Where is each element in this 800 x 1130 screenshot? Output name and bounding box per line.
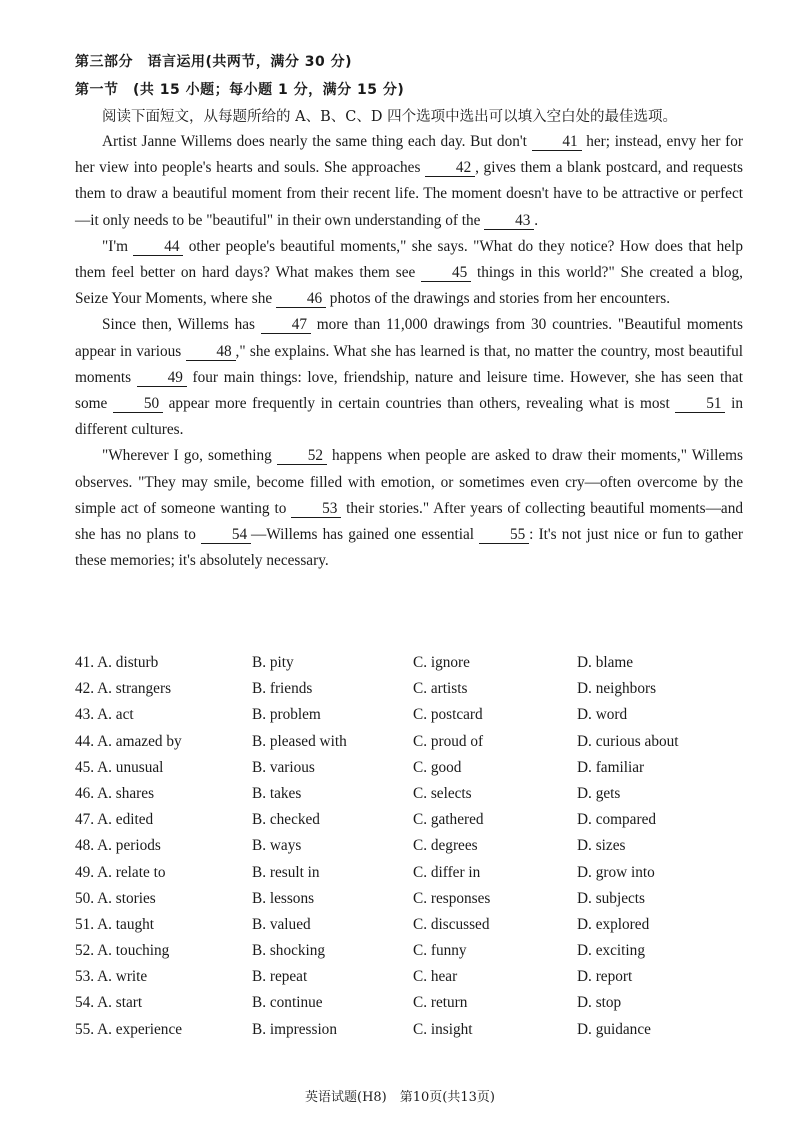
blank-55: 55	[479, 527, 529, 544]
passage-text: "I'm	[102, 237, 134, 255]
option-b: B. checked	[252, 811, 320, 829]
option-c: C. hear	[413, 968, 458, 986]
option-row	[75, 706, 755, 732]
option-b: B. valued	[252, 915, 311, 933]
option-b: B. problem	[252, 706, 321, 724]
blank-48: 48	[186, 344, 236, 361]
option-a: 51. A. taught	[75, 915, 155, 933]
blank-50: 50	[113, 396, 163, 413]
option-a: 55. A. experience	[75, 1020, 183, 1038]
blank-42: 42	[425, 160, 475, 177]
option-b: B. various	[252, 758, 315, 776]
option-b: B. repeat	[252, 968, 308, 986]
option-row	[75, 680, 755, 706]
passage-text: their stories." After years of collecting beautiful moments—and she has no plans to	[75, 499, 743, 544]
passage-text: —Willems has gained one essential	[251, 526, 480, 544]
option-row	[75, 837, 755, 863]
option-b: B. friends	[252, 680, 313, 698]
blank-41: 41	[532, 134, 582, 151]
passage-text: photos of the drawings and stories from her encounters.	[325, 290, 671, 308]
option-a: 41. A. disturb	[75, 654, 159, 671]
option-c: C. insight	[413, 1020, 473, 1038]
option-c: C. differ in	[413, 863, 481, 881]
option-d: D. report	[577, 968, 633, 986]
option-d: D. guidance	[577, 1020, 651, 1038]
passage-text: "Wherever I go, something	[102, 447, 277, 465]
blank-51: 51	[675, 396, 725, 413]
passage-text: four main things: love, friendship, nature and leisure time. However, she has seen that some	[75, 368, 743, 413]
option-a: 49. A. relate to	[75, 863, 166, 881]
part-title: 第三部分 语言运用(共两节，满分 30 分)	[75, 54, 353, 70]
option-row	[75, 916, 755, 942]
passage-paragraph	[75, 129, 743, 234]
passage-text: happens when people are asked to draw their moments," Willems observes. "They may smile, become filled with emotion, or sometimes even cry—often overcome by the simple act of someone wanting to	[75, 447, 743, 517]
option-c: C. proud of	[413, 732, 484, 750]
page-footer: 英语试题(H8) 第10页(共13页)	[305, 1090, 495, 1105]
option-d: D. exciting	[577, 942, 645, 960]
blank-53: 53	[291, 501, 341, 518]
option-b: B. lessons	[252, 889, 315, 907]
option-row	[75, 654, 755, 680]
cloze-passage	[75, 129, 743, 574]
passage-text: , gives them a blank postcard, and requests them to draw a beautiful moment from their recent life. The moment doesn't have to be attractive or perfect —it only needs to be "beautiful" in their own understanding of the	[75, 159, 743, 229]
passage-text: : It's not just nice or fun to gather these memories; it's absolutely necessary.	[75, 526, 744, 570]
option-a: 43. A. act	[75, 706, 134, 724]
option-c: C. selects	[413, 784, 472, 802]
passage-text: in different cultures.	[75, 395, 743, 439]
passage-text: Since then, Willems has	[102, 316, 261, 334]
option-d: D. explored	[577, 915, 650, 933]
option-d: D. blame	[577, 654, 634, 671]
option-row	[75, 733, 755, 759]
answer-options	[75, 654, 755, 1047]
option-a: 53. A. write	[75, 968, 148, 986]
option-b: B. impression	[252, 1020, 337, 1038]
option-c: C. return	[413, 994, 468, 1012]
option-a: 44. A. amazed by	[75, 732, 182, 750]
passage-text: ," she explains. What she has learned is that, no matter the country, most beautiful moments	[75, 342, 743, 386]
option-c: C. discussed	[413, 915, 490, 933]
passage-text: her; instead, envy her for her view into people's hearts and souls. She approaches	[75, 133, 743, 177]
option-c: C. gathered	[413, 811, 484, 829]
option-d: D. subjects	[577, 889, 645, 907]
blank-44: 44	[133, 239, 183, 256]
option-c: C. funny	[413, 942, 467, 960]
option-d: D. grow into	[577, 863, 655, 881]
option-row	[75, 968, 755, 994]
option-row	[75, 759, 755, 785]
blank-49: 49	[137, 370, 187, 387]
passage-paragraph	[75, 234, 743, 313]
passage-text: things in this world?" She created a blog, Seize Your Moments, where she	[75, 264, 743, 308]
option-row	[75, 811, 755, 837]
blank-47: 47	[261, 317, 311, 334]
blank-43: 43	[484, 213, 534, 230]
option-d: D. curious about	[577, 732, 679, 750]
option-d: D. neighbors	[577, 680, 657, 698]
option-a: 50. A. stories	[75, 889, 156, 907]
blank-45: 45	[421, 265, 471, 282]
option-b: B. ways	[252, 837, 302, 855]
option-a: 42. A. strangers	[75, 680, 172, 698]
option-row	[75, 1021, 755, 1047]
passage-paragraph	[75, 312, 743, 443]
option-d: D. stop	[577, 994, 622, 1012]
option-d: D. sizes	[577, 837, 626, 855]
option-b: B. shocking	[252, 942, 326, 960]
option-c: C. degrees	[413, 837, 478, 855]
blank-54: 54	[201, 527, 251, 544]
option-a: 54. A. start	[75, 994, 143, 1012]
option-d: D. gets	[577, 784, 621, 802]
option-c: C. responses	[413, 889, 491, 907]
option-d: D. compared	[577, 811, 657, 829]
option-b: B. result in	[252, 863, 320, 881]
option-row	[75, 890, 755, 916]
passage-text: .	[534, 211, 539, 229]
passage-text: other people's beautiful moments," she says. "What do they notice? How does that help them feel better on hard days? What makes them see	[75, 237, 743, 282]
section-title: 第一节 (共 15 小题；每小题 1 分，满分 15 分)	[75, 82, 405, 98]
option-d: D. familiar	[577, 758, 645, 776]
option-a: 48. A. periods	[75, 837, 161, 855]
option-row	[75, 942, 755, 968]
blank-46: 46	[276, 291, 326, 308]
option-c: C. ignore	[413, 654, 470, 671]
option-a: 52. A. touching	[75, 942, 170, 960]
option-c: C. good	[413, 758, 462, 776]
option-row	[75, 864, 755, 890]
blank-52: 52	[277, 448, 327, 465]
passage-text: Artist Janne Willems does nearly the same thing each day. But don't	[102, 133, 532, 150]
option-row	[75, 785, 755, 811]
option-c: C. artists	[413, 680, 468, 698]
option-row	[75, 994, 755, 1020]
option-b: B. pity	[252, 654, 294, 671]
option-c: C. postcard	[413, 706, 483, 724]
option-a: 46. A. shares	[75, 784, 155, 802]
instruction-text: 阅读下面短文，从每题所给的 A、B、C、D 四个选项中选出可以填入空白处的最佳选项。	[102, 109, 678, 125]
option-b: B. continue	[252, 994, 323, 1012]
option-d: D. word	[577, 706, 628, 724]
option-b: B. takes	[252, 784, 302, 802]
passage-text: appear more frequently in certain countries than others, revealing what is most	[162, 395, 676, 413]
option-a: 45. A. unusual	[75, 758, 164, 776]
passage-text: more than 11,000 drawings from 30 countries. "Beautiful moments appear in various	[75, 316, 743, 360]
passage-paragraph	[75, 443, 743, 574]
option-a: 47. A. edited	[75, 811, 154, 829]
option-b: B. pleased with	[252, 732, 347, 750]
